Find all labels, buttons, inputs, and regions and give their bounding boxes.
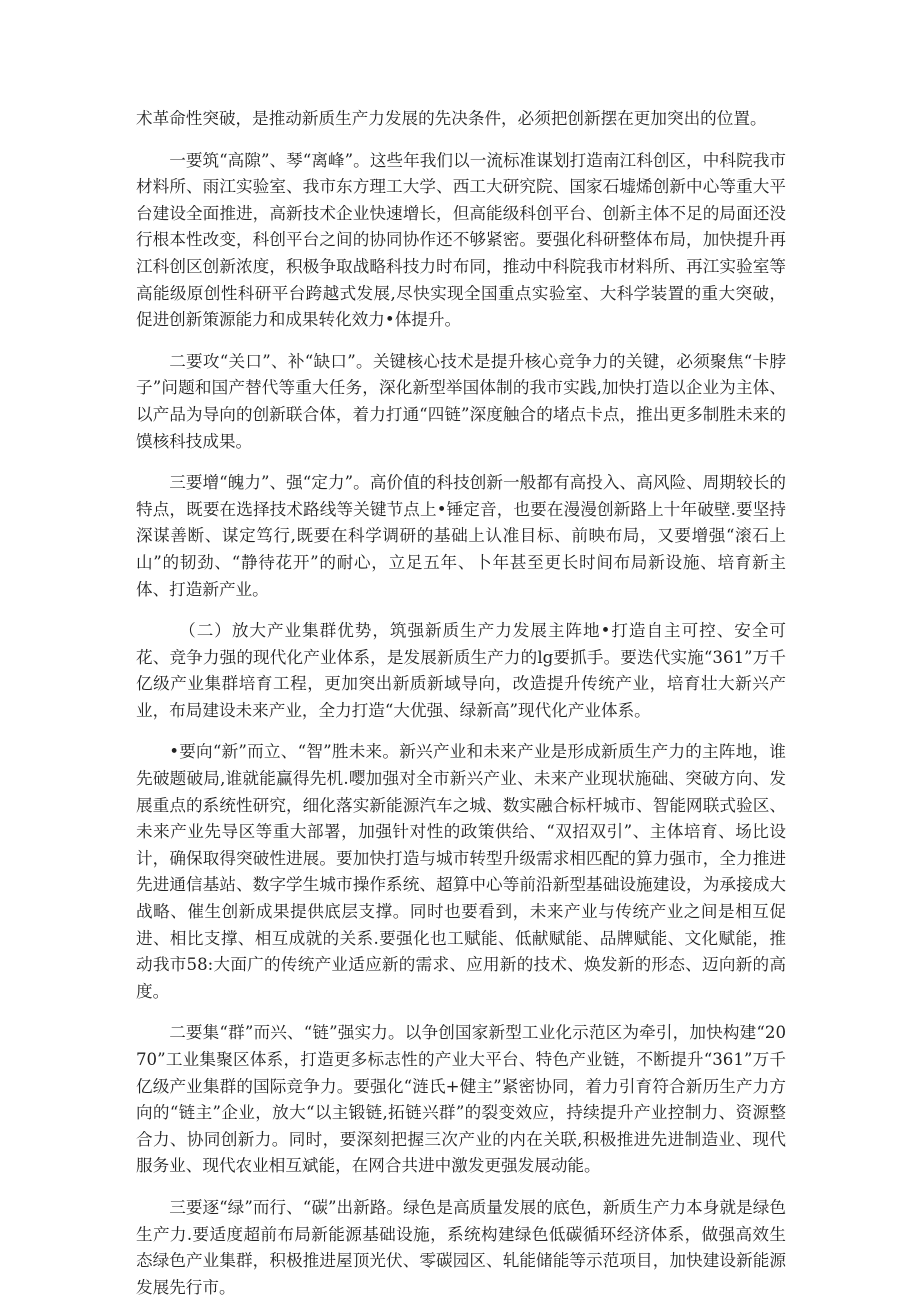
- paragraph-key-tech: 二要攻“关口”、补“缺口”。关键核心技术是提升核心竞争力的关键，必须聚焦“卡脖子”问题和国产替代等重大任务，深化新型举国体制的我市实践,加快打造以企业为主体、以产品为导向的创新联合体，着力打通“四链”深度触合的堵点卡点，推出更多制胜未来的馍核科技成果。: [136, 351, 786, 451]
- paragraph-green-carbon: 三要逐“绿”而行、“碳”出新路。绿色是高质量发展的底色，新质生产力本身就是绿色生产力.要适度超前布局新能源基础设施，系统构建绿色低碳循环经济体系，做强高效生态绿色产业集群，积极推进屋顶光伏、零碳园区、轧能储能等示范项目，加快建设新能源发展先行市。: [136, 1197, 786, 1297]
- paragraph-new-intelligent: •要向“新”而立、“智”胜未来。新兴产业和未来产业是形成新质生产力的主阵地，谁先破题破局,谁就能赢得先机.嘤加强对全市新兴产业、未来产业现状施础、突破方向、发展重点的系统性研究，细化落实新能源汽车之城、数实融合标杆城市、智能网联式验区、未来产业先导区等重大部署，加强针对性的政策供给、“双招双引”、主体培育、场比设计，确保取得突破性进展。要加快打造与城市转型升级需求相匹配的算力强市，全力推进先进通信基站、数字学生城市操作系统、超算中心等前沿新型基础设施建设，为承接成大战略、催生创新成果提供底层支撑。同时也要看到，未来产业与传统产业之间是相互促进、相比支撑、相互成就的关系.要强化也工赋能、低献赋能、品牌赋能、文化赋能，推动我市58:大面广的传统产业适应新的需求、应用新的技术、焕发新的形态、迈向新的高度。: [136, 742, 786, 1001]
- section-heading-industry-cluster: （二）放大产业集群优势，筑强新质生产力发展主阵地•打造自主可控、安全可花、竞争力强的现代化产业体系，是发展新质生产力的lg要抓手。要迭代实施“361”万千亿级产业集群培育工程，更加突出新质新域导向，改造提升传统产业，培育壮大新兴产业，布局建设未来产业，全力打造“大优强、绿新高”现代化产业体系。: [136, 621, 786, 720]
- paragraph-determination: 三要增“魄力”、强“定力”。高价值的科技创新一般都有高投入、高风险、周期较长的特点，既要在选择技术路线等关键节点上•锤定音，也要在漫漫创新路上十年破壁.要坚持深谋善断、谋定笃行,既要在科学调研的基础上认准目标、前映布局，又要增强“滚石上山”的韧劲、“静待花开”的耐心，立足五年、卜年甚至更长时间布局新设施、培育新主体、打造新产业。: [136, 473, 786, 599]
- paragraph-high-peaks: 一要筑“高隙”、琴“离峰”。这些年我们以一流标准谋划打造南江科创区，中科院我市材料所、雨江实验室、我市东方理工大学、西工大研究院、国家石墟烯创新中心等重大平台建设全面推进，高新技术企业快速增长，但高能级科创平台、创新主体不足的局面还没行根本性改变，科创平台之间的协同协作还不够紧密。要强化科研整体布局，加快提升再江科创区创新浓度，积极争取战略科技力时布同，推动中科院我市材料所、再江实验室等高能级原创性科研平台跨越式发展,尽快实现全国重点实验室、大科学装置的重大突破，促进创新策源能力和成果转化效力•体提升。: [136, 150, 786, 330]
- paragraph-cluster-chain: 二要集“群”而兴、“链”强实力。以争创国家新型工业化示范区为牵引，加快构建“2070”工业集聚区体系，打造更多标志性的产业大平台、特色产业链，不断提升“361”万千亿级产业集群的国际竞争力。要强化“涟氏+健主”紧密协同，着力引育符合新历生产力方向的“链主”企业，放大“以主锻链,拓链兴群”的裂变效应，持续提升产业控制力、资源整合力、协同创新力。同时，要深刻把握三次产业的内在关联,积极推进先进制造业、现代服务业、现代农业相互斌能，在网合共进中激发更强发展动能。: [136, 1023, 786, 1176]
- paragraph-continuation: 术革命性突破，是推动新质生产力发展的先决条件，必须把创新摆在更加突出的位置。: [136, 109, 767, 128]
